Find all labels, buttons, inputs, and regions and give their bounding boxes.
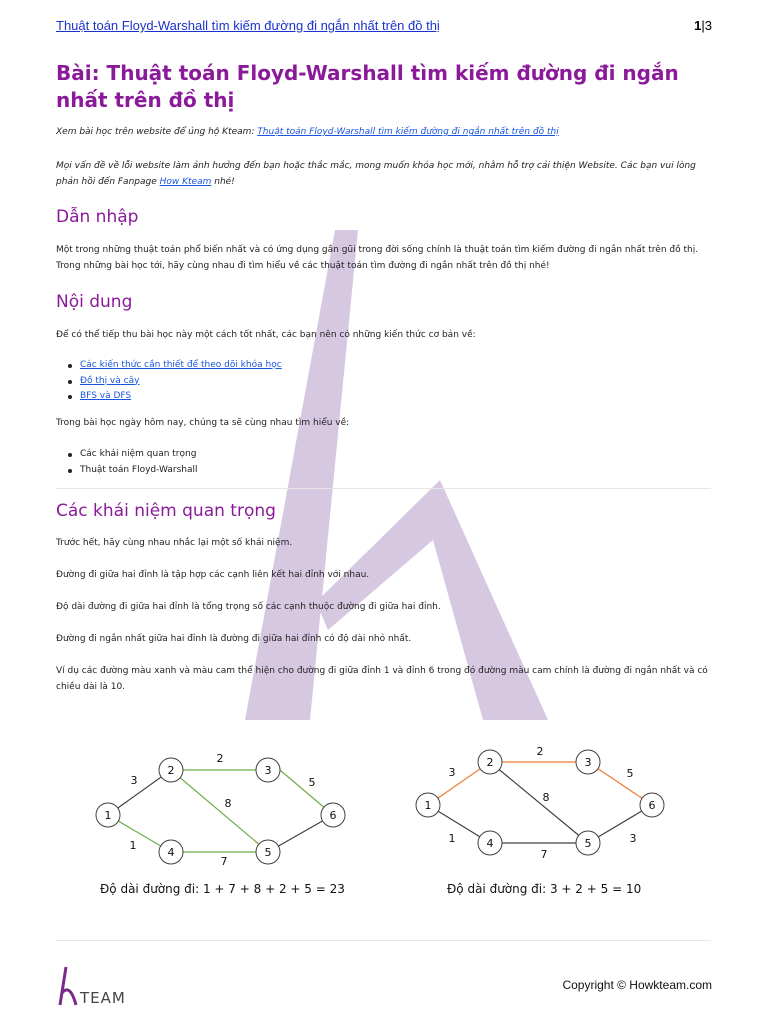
edge-weight-2-3: 2	[216, 752, 224, 765]
logo-text: TEAM	[80, 989, 126, 1007]
divider	[56, 488, 711, 489]
node-label-5: 5	[264, 846, 272, 859]
khai-niem-p4: Đường đi ngắn nhất giữa hai đỉnh là đường đi giữa hai đỉnh có độ dài nhỏ nhất.	[56, 634, 412, 644]
prereq-link-kien-thuc[interactable]: Các kiến thức cần thiết để theo dõi khóa học	[80, 360, 282, 370]
edge-weight-4-5: 7	[540, 848, 548, 861]
edge-weight-2-5: 8	[224, 797, 232, 810]
edge-weight-1-4: 1	[448, 832, 456, 845]
list-item	[66, 389, 282, 405]
dan-nhap-paragraph: Một trong những thuật toán phổ biến nhất và có ứng dụng gần gũi trong đời sống chính là thuật toán tìm kiếm đường đi ngắn nhất trên đồ thị. Trong những bài học tới, hãy cùng nhau đi tìm hiểu về các thuật toán tìm đường đi ngắn nhất trên đồ thị nhé!	[56, 245, 699, 271]
edge-weight-5-6: 3	[629, 832, 637, 845]
node-label-1: 1	[424, 799, 432, 812]
left-path-caption: Độ dài đường đi: 1 + 7 + 8 + 2 + 5 = 23	[100, 882, 345, 896]
website-note	[56, 124, 716, 140]
topics-list	[66, 447, 197, 478]
footer-divider	[56, 940, 711, 941]
khai-niem-p1: Trước hết, hãy cùng nhau nhắc lại một số khái niệm.	[56, 538, 293, 548]
edge-weight-3-6: 5	[626, 767, 634, 780]
heading-noi-dung: Nội dung	[56, 292, 133, 312]
node-label-5: 5	[584, 837, 592, 850]
list-item: Thuật toán Floyd-Warshall	[66, 463, 197, 479]
prereq-intro: Để có thể tiếp thu bài học này một cách tốt nhất, các bạn nên có những kiến thức cơ bản về:	[56, 330, 476, 340]
feedback-note	[56, 158, 716, 190]
heading-khai-niem: Các khái niệm quan trọng	[56, 501, 276, 521]
edge-weight-1-2: 3	[448, 766, 456, 779]
edge-weight-1-4: 1	[129, 839, 137, 852]
copyright-text: Copyright © Howkteam.com	[562, 978, 712, 992]
list-item	[66, 374, 282, 390]
edge-weight-1-2: 3	[130, 774, 138, 787]
topics-intro: Trong bài học ngày hôm nay, chúng ta sẽ cùng nhau tìm hiểu về:	[56, 418, 350, 428]
edge-weight-4-5: 7	[220, 855, 228, 868]
node-label-6: 6	[648, 799, 656, 812]
node-label-2: 2	[167, 764, 175, 777]
page-current: 1	[694, 18, 702, 33]
node-label-6: 6	[329, 809, 337, 822]
heading-dan-nhap: Dẫn nhập	[56, 207, 139, 227]
node-label-4: 4	[486, 837, 494, 850]
feedback-prefix: Mọi vấn đề về lỗi website làm ảnh hưởng đến bạn hoặc thắc mắc, mong muốn khóa học mới, nhằm hỗ trợ cải thiện Website. Các bạn vui lòng phản hồi đến Fanpage	[56, 161, 696, 187]
fanpage-link[interactable]: How Kteam	[159, 177, 212, 187]
prereq-list	[66, 358, 282, 405]
khai-niem-p5: Ví dụ các đường màu xanh và màu cam thể hiện cho đường đi giữa đỉnh 1 và đỉnh 6 trong đó đường màu cam chính là đường đi ngắn nhất và có chiều dài là 10.	[56, 666, 708, 692]
node-label-4: 4	[167, 846, 175, 859]
kteam-logo	[56, 965, 146, 1009]
graph-right-orange-path	[410, 745, 680, 870]
edge-weight-2-3: 2	[536, 745, 544, 758]
edge-weight-3-6: 5	[308, 776, 316, 789]
prereq-link-bfs-dfs[interactable]: BFS và DFS	[80, 391, 132, 401]
graph-left-green-path	[90, 745, 360, 870]
page-title: Bài: Thuật toán Floyd-Warshall tìm kiếm đường đi ngắn nhất trên đồ thị	[56, 61, 679, 112]
node-label-2: 2	[486, 756, 494, 769]
list-item: Các khái niệm quan trọng	[66, 447, 197, 463]
header-article-link[interactable]: Thuật toán Floyd-Warshall tìm kiếm đường đi ngắn nhất trên đồ thị	[56, 18, 440, 33]
khai-niem-p2: Đường đi giữa hai đỉnh là tập hợp các cạnh liên kết hai đỉnh với nhau.	[56, 570, 370, 580]
node-label-3: 3	[584, 756, 592, 769]
website-note-prefix: Xem bài học trên website để ủng hộ Kteam:	[56, 127, 258, 137]
website-link[interactable]: Thuật toán Floyd-Warshall tìm kiếm đường đi ngắn nhất trên đồ thị	[257, 127, 559, 137]
page-total: |3	[701, 18, 712, 33]
node-label-1: 1	[104, 809, 112, 822]
right-path-caption: Độ dài đường đi: 3 + 2 + 5 = 10	[447, 882, 642, 896]
edge-2-5	[490, 762, 588, 843]
khai-niem-p3: Độ dài đường đi giữa hai đỉnh là tổng trọng số các cạnh thuộc đường đi giữa hai đỉnh.	[56, 602, 441, 612]
list-item	[66, 358, 282, 374]
page-number	[694, 18, 712, 33]
feedback-suffix: nhé!	[211, 177, 235, 187]
edge-weight-2-5: 8	[542, 791, 550, 804]
node-label-3: 3	[264, 764, 272, 777]
prereq-link-do-thi[interactable]: Đồ thị và cây	[80, 375, 140, 386]
edge-2-5	[171, 770, 268, 852]
